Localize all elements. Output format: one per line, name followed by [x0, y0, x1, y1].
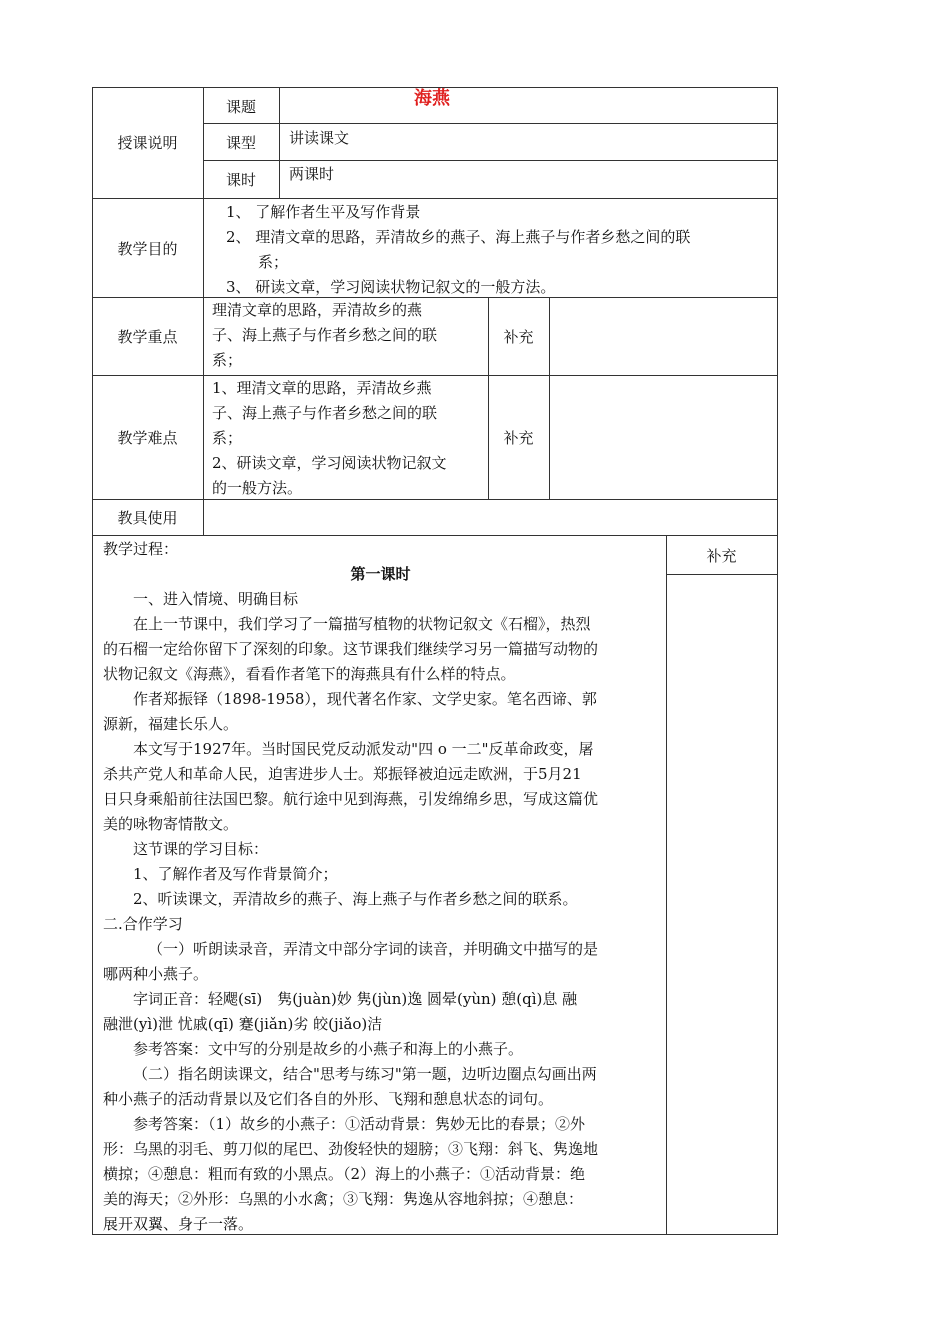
process-label: 教学过程： [103, 540, 179, 558]
process-line: 作者郑振铎（1898-1958），现代著名作家、文学史家。笔名西谛、郭 [133, 690, 597, 708]
type-label: 课型 [225, 134, 256, 152]
table-border [777, 198, 778, 298]
difficulty-line: 1、理清文章的思路，弄清故乡燕 [212, 379, 432, 397]
process-body [103, 537, 658, 1237]
table-border [777, 375, 778, 499]
table-border [92, 535, 93, 1235]
topic-label: 课题 [225, 98, 256, 116]
process-line: 美的海天；②外形：乌黑的小水禽；③飞翔：隽逸从容地斜掠；④憩息： [103, 1190, 584, 1208]
process-line: （二）指名朗读课文，结合"思考与练习"第一题，边听边圈点勾画出两 [133, 1065, 597, 1083]
lesson-title: 海燕 [414, 88, 450, 109]
focus-supplement: 补充 [503, 328, 534, 346]
table-border [203, 297, 204, 375]
table-border [203, 375, 204, 499]
process-line: 哪两种小燕子。 [103, 965, 209, 983]
process-line: 的石榴一定给你留下了深刻的印象。这节课我们继续学习另一篇描写动物的 [103, 640, 599, 658]
table-border [666, 574, 778, 575]
hours-value: 两课时 [289, 165, 335, 183]
goals-label: 教学目的 [117, 240, 178, 258]
header-left-label: 授课说明 [117, 134, 178, 152]
table-border [666, 535, 667, 1235]
table-border [777, 297, 778, 375]
process-line: 状物记叙文《海燕》，看看作者笔下的海燕具有什么样的特点。 [103, 665, 516, 683]
process-supplement: 补充 [706, 547, 737, 565]
difficulty-line: 2、研读文章，学习阅读状物记叙文 [212, 454, 447, 472]
process-line: 参考答案：文中写的分别是故乡的小燕子和海上的小燕子。 [133, 1040, 524, 1058]
goal-item: 2、 理清文章的思路，弄清故乡的燕子、海上燕子与作者乡愁之间的联 [226, 228, 691, 246]
table-border [203, 198, 204, 298]
process-line: 展开双翼、身子一落。 [103, 1215, 254, 1233]
process-lines [103, 587, 658, 1237]
hours-label: 课时 [225, 171, 256, 189]
process-line: 参考答案：（1）故乡的小燕子：①活动背景：隽妙无比的春景；②外 [133, 1115, 586, 1133]
process-line: 2、听读课文，弄清故乡的燕子、海上燕子与作者乡愁之间的联系。 [133, 890, 578, 908]
table-border [279, 87, 280, 199]
process-line: 日只身乘船前往法国巴黎。航行途中见到海燕，引发绵绵乡思，写成这篇优 [103, 790, 599, 808]
process-line: 源新，福建长乐人。 [103, 715, 239, 733]
difficulty-label: 教学难点 [117, 429, 178, 447]
process-line: （一）听朗读录音，弄清文中部分字词的读音，并明确文中描写的是 [148, 940, 599, 958]
difficulty-supplement: 补充 [503, 429, 534, 447]
difficulty-line: 子、海上燕子与作者乡愁之间的联 [212, 404, 438, 422]
focus-text [212, 298, 488, 373]
process-line: 形：乌黑的羽毛、剪刀似的尾巴、劲俊轻快的翅膀；③飞翔：斜飞、隽逸地 [103, 1140, 599, 1158]
difficulty-line: 系； [212, 429, 243, 447]
process-line: 横掠；④憩息：粗而有致的小黑点。（2）海上的小燕子：①活动背景：绝 [103, 1165, 586, 1183]
process-line: 融泄(yì)泄 忧戚(qī) 蹇(jiǎn)劣 皎(jiǎo)洁 [103, 1015, 383, 1033]
goal-item: 3、 研读文章，学习阅读状物记叙文的一般方法。 [226, 278, 556, 296]
table-border [203, 123, 778, 124]
process-line: 这节课的学习目标： [133, 840, 269, 858]
process-line: 种小燕子的活动背景以及它们各自的外形、飞翔和憩息状态的词句。 [103, 1090, 554, 1108]
tools-label: 教具使用 [117, 509, 178, 527]
session-title: 第一课时 [350, 565, 411, 583]
goals-list [226, 200, 776, 300]
difficulty-line: 的一般方法。 [212, 479, 303, 497]
process-line: 一、进入情境、明确目标 [133, 590, 299, 608]
table-border [549, 375, 550, 499]
table-border [92, 198, 778, 199]
table-border [777, 87, 778, 199]
process-line: 二.合作学习 [103, 915, 183, 933]
difficulty-text [212, 376, 488, 501]
focus-line: 理清文章的思路，弄清故乡的燕 [212, 301, 423, 319]
table-border [777, 535, 778, 1235]
type-value: 讲读课文 [289, 129, 350, 147]
goal-item: 1、 了解作者生平及写作背景 [226, 203, 421, 221]
focus-line: 系； [212, 351, 243, 369]
process-line: 在上一节课中，我们学习了一篇描写植物的状物记叙文《石榴》，热烈 [133, 615, 591, 633]
process-line: 美的咏物寄情散文。 [103, 815, 239, 833]
focus-line: 子、海上燕子与作者乡愁之间的联 [212, 326, 438, 344]
process-line: 杀共产党人和革命人民，迫害进步人士。郑振铎被迫远走欧洲，于5月21 [103, 765, 582, 783]
table-border [777, 499, 778, 535]
table-border [549, 297, 550, 375]
process-line: 本文写于1927年。当时国民党反动派发动"四 o 一二"反革命政变，屠 [133, 740, 594, 758]
focus-label: 教学重点 [117, 328, 178, 346]
table-border [203, 160, 778, 161]
table-border [203, 499, 204, 535]
goal-item: 系； [258, 253, 289, 271]
process-line: 字词正音：轻飔(sī) 隽(juàn)妙 隽(jùn)逸 圆晕(yùn) 憩(qì)息 融 [133, 990, 578, 1008]
process-line: 1、了解作者及写作背景简介； [133, 865, 338, 883]
table-border [92, 535, 778, 536]
